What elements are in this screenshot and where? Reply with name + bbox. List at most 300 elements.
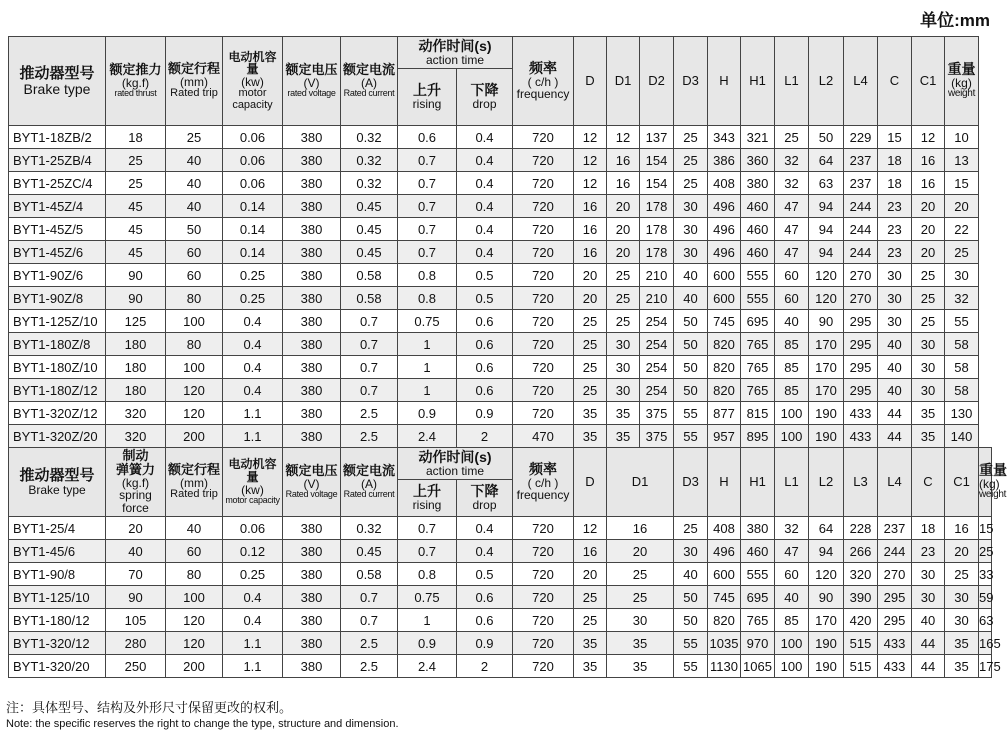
- col-voltage: 额定电压 (V) rated voltage: [283, 37, 341, 126]
- value-cell: 0.7: [398, 172, 457, 195]
- value-cell: 280: [106, 632, 166, 655]
- value-cell: 35: [574, 402, 607, 425]
- value-cell: 200: [166, 425, 223, 448]
- value-cell: 0.7: [341, 356, 398, 379]
- value-cell: 10: [945, 126, 979, 149]
- value-cell: 0.8: [398, 563, 457, 586]
- value-cell: 23: [912, 540, 945, 563]
- value-cell: 40: [166, 517, 223, 540]
- col-dim: L2: [809, 37, 844, 126]
- value-cell: 380: [283, 126, 341, 149]
- value-cell: 720: [513, 540, 574, 563]
- value-cell: 254: [640, 379, 674, 402]
- value-cell: 30: [878, 310, 912, 333]
- value-cell: 1035: [708, 632, 741, 655]
- value-cell: 380: [283, 609, 341, 632]
- value-cell: 0.7: [398, 195, 457, 218]
- table-row: [9, 287, 992, 310]
- value-cell: 765: [741, 356, 775, 379]
- table-row: [9, 632, 992, 655]
- value-cell: 380: [283, 632, 341, 655]
- value-cell: 295: [844, 333, 878, 356]
- value-cell: 47: [775, 241, 809, 264]
- value-cell: 380: [283, 264, 341, 287]
- value-cell: 100: [775, 632, 809, 655]
- value-cell: 720: [513, 333, 574, 356]
- value-cell: 44: [912, 655, 945, 678]
- value-cell: 25: [574, 586, 607, 609]
- value-cell: 0.4: [457, 540, 513, 563]
- value-cell: 0.5: [457, 563, 513, 586]
- value-cell: 0.25: [223, 287, 283, 310]
- value-cell: 33: [979, 563, 992, 586]
- value-cell: 25: [574, 609, 607, 632]
- value-cell: 100: [775, 402, 809, 425]
- value-cell: 20: [574, 287, 607, 310]
- value-cell: 380: [283, 379, 341, 402]
- value-cell: 270: [844, 264, 878, 287]
- value-cell: 380: [283, 149, 341, 172]
- value-cell: 1: [398, 356, 457, 379]
- col-model: 推动器型号 Brake type: [9, 448, 106, 517]
- value-cell: 515: [844, 632, 878, 655]
- value-cell: 0.45: [341, 241, 398, 264]
- value-cell: 50: [809, 126, 844, 149]
- value-cell: 44: [878, 402, 912, 425]
- value-cell: 35: [574, 425, 607, 448]
- value-cell: 0.06: [223, 149, 283, 172]
- model-cell: BYT1-45Z/5: [9, 218, 106, 241]
- value-cell: 2.5: [341, 402, 398, 425]
- value-cell: 63: [809, 172, 844, 195]
- value-cell: 90: [106, 264, 166, 287]
- value-cell: 0.45: [341, 195, 398, 218]
- col-frequency: 频率 ( c/h ) frequency: [513, 448, 574, 517]
- value-cell: 244: [878, 540, 912, 563]
- value-cell: 1065: [741, 655, 775, 678]
- value-cell: 55: [674, 632, 708, 655]
- value-cell: 408: [708, 517, 741, 540]
- value-cell: 720: [513, 264, 574, 287]
- value-cell: 237: [844, 149, 878, 172]
- value-cell: 94: [809, 241, 844, 264]
- value-cell: 0.4: [457, 126, 513, 149]
- value-cell: 0.7: [398, 517, 457, 540]
- value-cell: 40: [674, 563, 708, 586]
- value-cell: 60: [166, 264, 223, 287]
- value-cell: 180: [106, 356, 166, 379]
- value-cell: 0.4: [457, 517, 513, 540]
- value-cell: 0.4: [457, 149, 513, 172]
- value-cell: 380: [283, 356, 341, 379]
- model-cell: BYT1-90Z/6: [9, 264, 106, 287]
- value-cell: 35: [607, 632, 674, 655]
- value-cell: 45: [106, 241, 166, 264]
- value-cell: 18: [878, 149, 912, 172]
- value-cell: 25: [674, 172, 708, 195]
- value-cell: 295: [844, 356, 878, 379]
- value-cell: 695: [741, 310, 775, 333]
- value-cell: 0.58: [341, 287, 398, 310]
- value-cell: 0.75: [398, 586, 457, 609]
- col-drop: 下降 drop: [457, 69, 513, 126]
- value-cell: 386: [708, 149, 741, 172]
- value-cell: 270: [878, 563, 912, 586]
- value-cell: 380: [283, 540, 341, 563]
- value-cell: 32: [775, 517, 809, 540]
- value-cell: 295: [844, 379, 878, 402]
- value-cell: 60: [775, 287, 809, 310]
- value-cell: 380: [741, 172, 775, 195]
- col-dim: L3: [844, 448, 878, 517]
- value-cell: 1.1: [223, 655, 283, 678]
- table-row: [9, 563, 992, 586]
- value-cell: 25: [912, 310, 945, 333]
- value-cell: 380: [283, 425, 341, 448]
- value-cell: 30: [912, 356, 945, 379]
- value-cell: 254: [640, 310, 674, 333]
- value-cell: 720: [513, 126, 574, 149]
- value-cell: 60: [166, 241, 223, 264]
- value-cell: 0.5: [457, 287, 513, 310]
- value-cell: 496: [708, 241, 741, 264]
- value-cell: 420: [844, 609, 878, 632]
- value-cell: 720: [513, 287, 574, 310]
- value-cell: 970: [741, 632, 775, 655]
- col-dim: H: [708, 448, 741, 517]
- value-cell: 120: [166, 402, 223, 425]
- value-cell: 16: [945, 517, 979, 540]
- col-dim: D: [574, 448, 607, 517]
- model-cell: BYT1-25ZC/4: [9, 172, 106, 195]
- value-cell: 0.5: [457, 264, 513, 287]
- value-cell: 50: [674, 379, 708, 402]
- value-cell: 15: [878, 126, 912, 149]
- value-cell: 295: [844, 310, 878, 333]
- value-cell: 25: [166, 126, 223, 149]
- value-cell: 254: [640, 356, 674, 379]
- table-row: [9, 609, 992, 632]
- value-cell: 25: [574, 310, 607, 333]
- value-cell: 30: [607, 333, 640, 356]
- value-cell: 120: [166, 632, 223, 655]
- value-cell: 20: [912, 241, 945, 264]
- value-cell: 94: [809, 195, 844, 218]
- value-cell: 2.4: [398, 655, 457, 678]
- value-cell: 254: [640, 333, 674, 356]
- col-spring-force: 制动 弹簧力 (kg.f) spring force: [106, 448, 166, 517]
- col-rising: 上升 rising: [398, 480, 457, 517]
- value-cell: 40: [674, 287, 708, 310]
- value-cell: 170: [809, 356, 844, 379]
- value-cell: 60: [166, 540, 223, 563]
- col-action-time: 动作时间(s) action time: [398, 37, 513, 69]
- value-cell: 295: [878, 586, 912, 609]
- table-row: [9, 126, 992, 149]
- value-cell: 30: [674, 540, 708, 563]
- value-cell: 460: [741, 218, 775, 241]
- col-current: 额定电流 (A) Rated current: [341, 448, 398, 517]
- value-cell: 0.4: [457, 241, 513, 264]
- model-cell: BYT1-125Z/10: [9, 310, 106, 333]
- value-cell: 18: [912, 517, 945, 540]
- col-thrust: 额定推力 (kg.f) rated thrust: [106, 37, 166, 126]
- value-cell: 0.7: [341, 333, 398, 356]
- value-cell: 120: [809, 264, 844, 287]
- value-cell: 13: [945, 149, 979, 172]
- col-dim: H1: [741, 448, 775, 517]
- value-cell: 380: [283, 172, 341, 195]
- value-cell: 40: [878, 379, 912, 402]
- value-cell: 20: [945, 195, 979, 218]
- model-cell: BYT1-18ZB/2: [9, 126, 106, 149]
- value-cell: 18: [878, 172, 912, 195]
- model-cell: BYT1-180Z/8: [9, 333, 106, 356]
- col-dim: D2: [640, 37, 674, 126]
- value-cell: 270: [844, 287, 878, 310]
- value-cell: 25: [912, 264, 945, 287]
- value-cell: 0.9: [457, 402, 513, 425]
- value-cell: 0.14: [223, 241, 283, 264]
- value-cell: 555: [741, 264, 775, 287]
- value-cell: 30: [912, 563, 945, 586]
- value-cell: 94: [809, 218, 844, 241]
- value-cell: 20: [607, 241, 640, 264]
- table-row: [9, 333, 992, 356]
- value-cell: 720: [513, 241, 574, 264]
- note-en: Note: the specific reserves the right to change the type, structure and dimension.: [6, 718, 399, 730]
- value-cell: 63: [979, 609, 992, 632]
- value-cell: 0.6: [398, 126, 457, 149]
- value-cell: 85: [775, 333, 809, 356]
- table-row: [9, 425, 992, 448]
- value-cell: 0.8: [398, 287, 457, 310]
- value-cell: 64: [809, 517, 844, 540]
- value-cell: 40: [775, 310, 809, 333]
- value-cell: 433: [878, 632, 912, 655]
- table-row: [9, 172, 992, 195]
- header-2: [9, 448, 1007, 517]
- value-cell: 695: [741, 586, 775, 609]
- value-cell: 380: [283, 241, 341, 264]
- value-cell: 0.6: [457, 333, 513, 356]
- value-cell: 720: [513, 655, 574, 678]
- value-cell: 470: [513, 425, 574, 448]
- value-cell: 0.7: [398, 218, 457, 241]
- value-cell: 408: [708, 172, 741, 195]
- value-cell: 30: [674, 195, 708, 218]
- value-cell: 35: [574, 632, 607, 655]
- value-cell: 460: [741, 195, 775, 218]
- value-cell: 12: [574, 172, 607, 195]
- col-dim: D3: [674, 448, 708, 517]
- value-cell: 720: [513, 563, 574, 586]
- value-cell: 820: [708, 379, 741, 402]
- value-cell: 0.6: [457, 310, 513, 333]
- value-cell: 237: [844, 172, 878, 195]
- value-cell: 40: [674, 264, 708, 287]
- model-cell: BYT1-25ZB/4: [9, 149, 106, 172]
- value-cell: 0.06: [223, 517, 283, 540]
- col-rising: 上升 rising: [398, 69, 457, 126]
- value-cell: 32: [945, 287, 979, 310]
- value-cell: 210: [640, 287, 674, 310]
- value-cell: 380: [283, 563, 341, 586]
- value-cell: 35: [607, 402, 640, 425]
- value-cell: 130: [945, 402, 979, 425]
- value-cell: 720: [513, 218, 574, 241]
- value-cell: 320: [106, 402, 166, 425]
- value-cell: 244: [844, 195, 878, 218]
- value-cell: 58: [945, 356, 979, 379]
- value-cell: 0.8: [398, 264, 457, 287]
- value-cell: 50: [674, 333, 708, 356]
- value-cell: 178: [640, 241, 674, 264]
- col-drop: 下降 drop: [457, 480, 513, 517]
- value-cell: 228: [844, 517, 878, 540]
- value-cell: 25: [607, 264, 640, 287]
- model-cell: BYT1-320/20: [9, 655, 106, 678]
- value-cell: 815: [741, 402, 775, 425]
- value-cell: 765: [741, 609, 775, 632]
- value-cell: 12: [912, 126, 945, 149]
- col-trip: 额定行程 (mm) Rated trip: [166, 37, 223, 126]
- value-cell: 18: [106, 126, 166, 149]
- value-cell: 2: [457, 425, 513, 448]
- value-cell: 600: [708, 563, 741, 586]
- value-cell: 175: [979, 655, 992, 678]
- value-cell: 15: [945, 172, 979, 195]
- table-row: [9, 356, 992, 379]
- value-cell: 30: [945, 264, 979, 287]
- value-cell: 50: [674, 310, 708, 333]
- value-cell: 35: [912, 402, 945, 425]
- col-trip: 额定行程 (mm) Rated trip: [166, 448, 223, 517]
- value-cell: 0.4: [223, 333, 283, 356]
- value-cell: 720: [513, 586, 574, 609]
- value-cell: 2.5: [341, 425, 398, 448]
- value-cell: 50: [166, 218, 223, 241]
- value-cell: 20: [912, 195, 945, 218]
- col-weight: 重量 (kg) weight: [945, 37, 979, 126]
- value-cell: 877: [708, 402, 741, 425]
- value-cell: 25: [607, 586, 674, 609]
- value-cell: 32: [775, 149, 809, 172]
- value-cell: 35: [945, 655, 979, 678]
- value-cell: 0.7: [341, 310, 398, 333]
- value-cell: 0.9: [398, 402, 457, 425]
- unit-label: 单位:mm: [920, 11, 990, 30]
- col-dim: C1: [945, 448, 979, 517]
- value-cell: 25: [775, 126, 809, 149]
- value-cell: 0.7: [398, 241, 457, 264]
- value-cell: 1.1: [223, 425, 283, 448]
- value-cell: 100: [775, 425, 809, 448]
- value-cell: 30: [674, 218, 708, 241]
- value-cell: 190: [809, 402, 844, 425]
- value-cell: 32: [775, 172, 809, 195]
- value-cell: 244: [844, 218, 878, 241]
- value-cell: 380: [283, 287, 341, 310]
- model-cell: BYT1-25/4: [9, 517, 106, 540]
- value-cell: 55: [945, 310, 979, 333]
- col-voltage: 额定电压 (V) Rated voltage: [283, 448, 341, 517]
- value-cell: 433: [878, 655, 912, 678]
- value-cell: 20: [912, 218, 945, 241]
- value-cell: 35: [574, 655, 607, 678]
- value-cell: 375: [640, 402, 674, 425]
- value-cell: 90: [809, 310, 844, 333]
- value-cell: 40: [166, 172, 223, 195]
- value-cell: 30: [912, 586, 945, 609]
- value-cell: 380: [283, 517, 341, 540]
- value-cell: 30: [878, 287, 912, 310]
- table-row: [9, 586, 992, 609]
- value-cell: 380: [283, 195, 341, 218]
- value-cell: 16: [574, 241, 607, 264]
- value-cell: 720: [513, 195, 574, 218]
- value-cell: 0.58: [341, 264, 398, 287]
- value-cell: 380: [283, 310, 341, 333]
- value-cell: 55: [674, 655, 708, 678]
- value-cell: 720: [513, 402, 574, 425]
- value-cell: 0.7: [341, 586, 398, 609]
- col-dim: D1: [607, 448, 674, 517]
- value-cell: 80: [166, 287, 223, 310]
- value-cell: 250: [106, 655, 166, 678]
- value-cell: 23: [878, 218, 912, 241]
- value-cell: 0.06: [223, 126, 283, 149]
- value-cell: 20: [574, 264, 607, 287]
- col-dim: C1: [912, 37, 945, 126]
- value-cell: 120: [166, 379, 223, 402]
- value-cell: 58: [945, 379, 979, 402]
- value-cell: 45: [106, 195, 166, 218]
- value-cell: 85: [775, 609, 809, 632]
- value-cell: 25: [607, 310, 640, 333]
- value-cell: 820: [708, 609, 741, 632]
- value-cell: 555: [741, 287, 775, 310]
- value-cell: 720: [513, 172, 574, 195]
- value-cell: 321: [741, 126, 775, 149]
- value-cell: 745: [708, 586, 741, 609]
- value-cell: 20: [106, 517, 166, 540]
- value-cell: 720: [513, 379, 574, 402]
- value-cell: 120: [809, 287, 844, 310]
- value-cell: 0.25: [223, 264, 283, 287]
- value-cell: 35: [607, 425, 640, 448]
- value-cell: 50: [674, 586, 708, 609]
- value-cell: 170: [809, 609, 844, 632]
- value-cell: 1.1: [223, 632, 283, 655]
- value-cell: 0.4: [223, 379, 283, 402]
- value-cell: 154: [640, 149, 674, 172]
- value-cell: 40: [912, 609, 945, 632]
- value-cell: 820: [708, 333, 741, 356]
- value-cell: 0.75: [398, 310, 457, 333]
- value-cell: 50: [674, 609, 708, 632]
- value-cell: 820: [708, 356, 741, 379]
- value-cell: 0.6: [457, 586, 513, 609]
- value-cell: 80: [166, 563, 223, 586]
- col-dim: L4: [878, 448, 912, 517]
- model-cell: BYT1-180Z/10: [9, 356, 106, 379]
- value-cell: 85: [775, 379, 809, 402]
- table-row: [9, 310, 992, 333]
- value-cell: 0.6: [457, 379, 513, 402]
- value-cell: 244: [844, 241, 878, 264]
- value-cell: 720: [513, 149, 574, 172]
